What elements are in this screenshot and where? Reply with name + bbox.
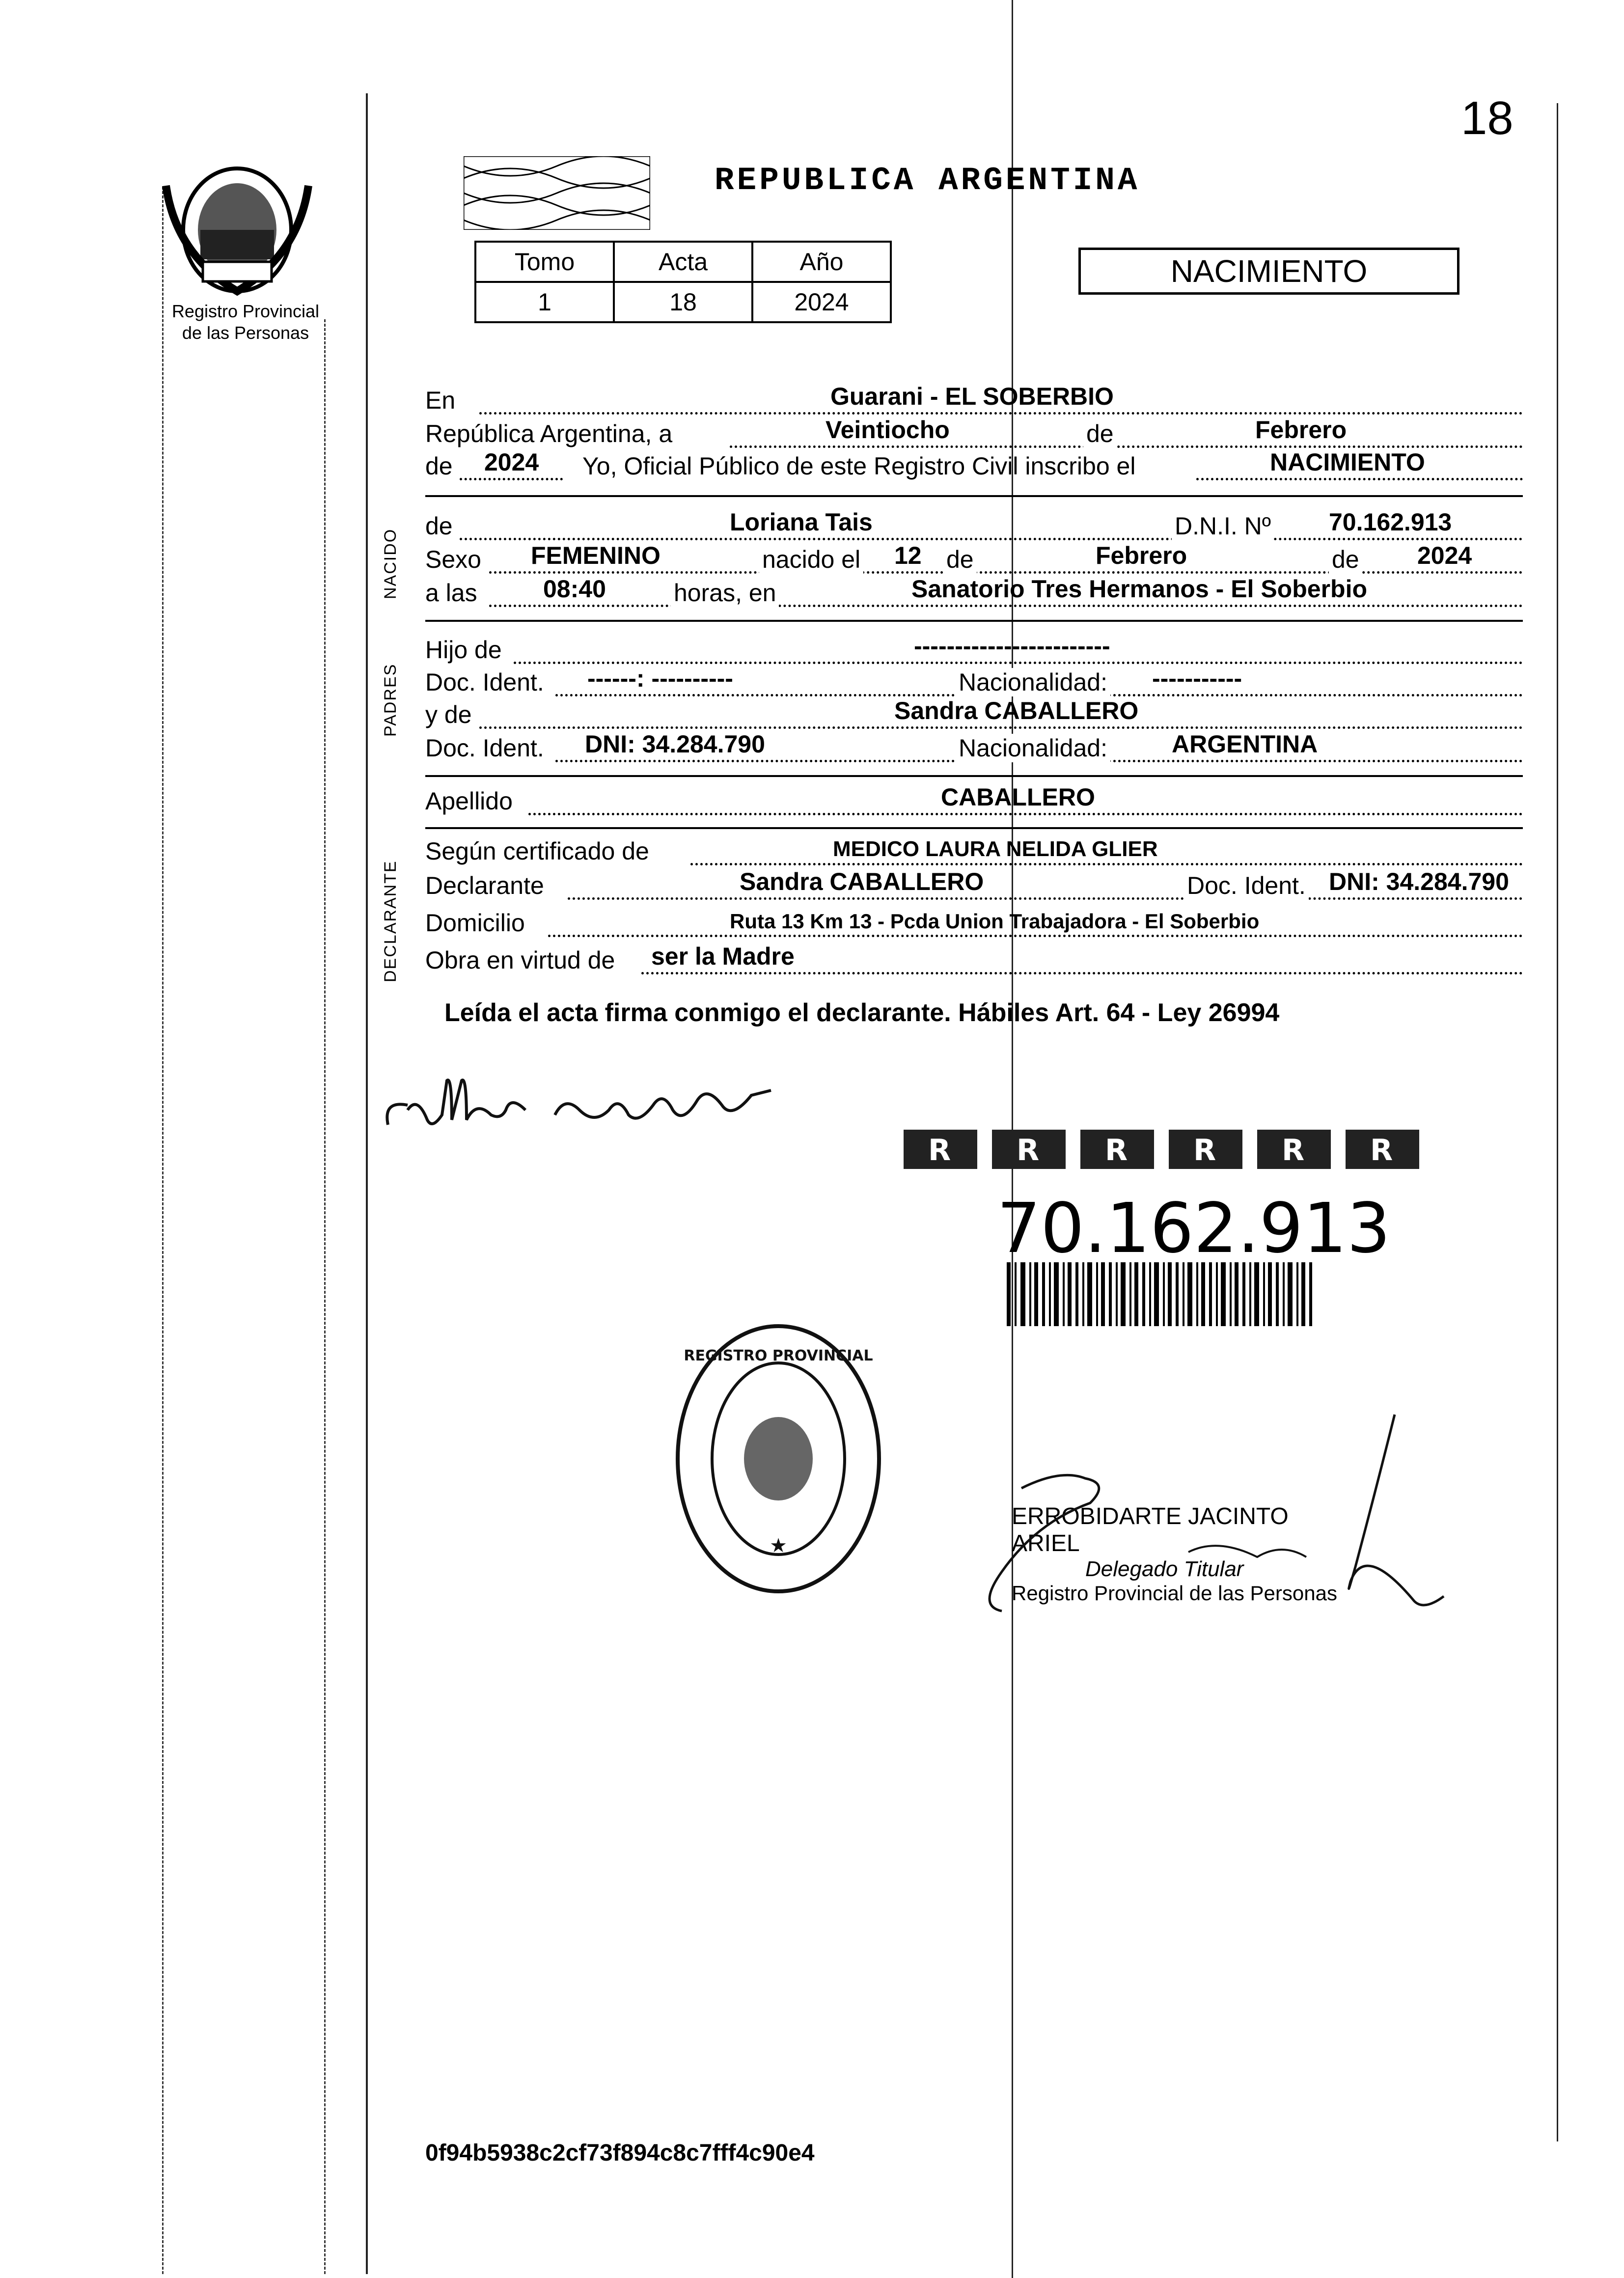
- section-rule: [425, 620, 1523, 622]
- value-time: 08:40: [543, 575, 606, 603]
- svg-text:R: R: [1017, 1133, 1040, 1167]
- table-header-ano: Año: [752, 242, 891, 282]
- value-father: ------------------------: [914, 632, 1110, 660]
- declarant-signature: [378, 1061, 850, 1142]
- label-de-name: de: [425, 512, 453, 540]
- value-apellido: CABALLERO: [941, 783, 1095, 811]
- value-domicilio: Ruta 13 Km 13 - Pcda Union Trabajadora - El Soberbio: [730, 910, 1260, 933]
- label-de-year: de: [425, 452, 453, 480]
- security-label: [884, 1115, 1483, 1346]
- value-month: Febrero: [1255, 416, 1347, 444]
- svg-text:R: R: [1105, 1133, 1128, 1167]
- value-declarante: Sandra CABALLERO: [740, 868, 984, 895]
- dots: [460, 538, 1523, 540]
- line-hora: [425, 575, 1523, 610]
- line-en: [425, 385, 1523, 417]
- page-number: 18: [1461, 92, 1514, 144]
- svg-text:R: R: [1193, 1133, 1216, 1167]
- act-type-box: NACIMIENTO: [1078, 248, 1459, 295]
- table-value-tomo: 1: [475, 282, 614, 322]
- label-horas: horas, en: [671, 579, 779, 607]
- table-value-ano: 2024: [752, 282, 891, 322]
- official-org: Registro Provincial de las Personas: [1012, 1582, 1337, 1605]
- document-hash: 0f94b5938c2cf73f894c8c7fff4c90e4: [425, 2140, 815, 2166]
- line-nacido-name: [425, 508, 1523, 543]
- registry-label-line1: Registro Provincial: [171, 301, 320, 321]
- line-domicilio: [425, 908, 1523, 940]
- value-mother-doc: DNI: 34.284.790: [585, 730, 765, 758]
- line-apellido: [425, 783, 1523, 818]
- line-mother: [425, 699, 1523, 732]
- svg-text:★: ★: [770, 1534, 787, 1557]
- table-header-tomo: Tomo: [475, 242, 614, 282]
- value-mother-nac: ARGENTINA: [1172, 730, 1318, 758]
- delegation-stamp: [673, 1321, 884, 1599]
- value-doc-decl: DNI: 34.284.790: [1329, 868, 1509, 895]
- label-nac-mother: Nacionalidad:: [956, 734, 1110, 762]
- label-doc-father: Doc. Ident.: [425, 668, 544, 696]
- line-declarante: [425, 870, 1523, 903]
- label-dni: D.N.I. Nº: [1172, 512, 1274, 540]
- value-record-type: NACIMIENTO: [1270, 448, 1425, 476]
- dots: [528, 813, 1523, 815]
- dots: [489, 571, 1523, 574]
- section-label-padres: PADRES: [381, 663, 400, 737]
- dots: [479, 412, 1523, 415]
- line-cert: [425, 836, 1523, 868]
- dots: [568, 897, 1523, 900]
- label-number: 70.162.913: [997, 1189, 1391, 1269]
- signature-icon: [378, 1061, 850, 1139]
- dots: [641, 972, 1523, 974]
- section-label-declarante: DECLARANTE: [381, 860, 400, 982]
- label-apellido: Apellido: [425, 787, 513, 815]
- label-republica: República Argentina, a: [425, 420, 673, 447]
- official-title: Delegado Titular: [1085, 1557, 1244, 1581]
- value-sexo: FEMENINO: [531, 542, 661, 569]
- value-cert: MEDICO LAURA NELIDA GLIER: [833, 837, 1158, 861]
- dots: [479, 726, 1523, 729]
- label-doc-decl: Doc. Ident.: [1184, 871, 1309, 900]
- official-text: Yo, Oficial Público de este Registro Civil inscribo el: [582, 452, 1136, 480]
- label-hijo: Hijo de: [425, 636, 502, 664]
- value-dni: 70.162.913: [1329, 508, 1452, 536]
- label-nacido-el: nacido el: [759, 545, 863, 574]
- label-yde: y de: [425, 701, 472, 728]
- label-nac-father: Nacionalidad:: [956, 668, 1110, 696]
- tomo-acta-ano-table: [474, 241, 892, 323]
- section-label-nacido: NACIDO: [381, 528, 400, 599]
- stamp-icon: [673, 1321, 884, 1596]
- label-en: En: [425, 387, 456, 414]
- country-heading: REPUBLICA ARGENTINA: [715, 162, 1140, 199]
- registry-label-line2: de las Personas: [182, 323, 309, 343]
- official-signature-icon: [963, 1395, 1503, 1670]
- label-alas: a las: [425, 579, 477, 607]
- registry-label: [147, 301, 344, 344]
- line-sexo: [425, 544, 1523, 577]
- label-de: de: [1083, 419, 1117, 448]
- value-father-doc: ------: ----------: [587, 665, 733, 692]
- label-de-3: de: [1329, 545, 1362, 574]
- value-birth-day: 12: [894, 542, 922, 569]
- left-dashed-margin-2: [324, 319, 326, 2274]
- guilloche-icon: [464, 156, 650, 230]
- line-father-doc: [425, 667, 1523, 699]
- value-place: Guarani - EL SOBERBIO: [830, 383, 1114, 410]
- security-pattern: [464, 156, 650, 230]
- value-name: Loriana Tais: [730, 508, 873, 536]
- line-official: [425, 448, 1523, 483]
- value-birth-year: 2024: [1417, 542, 1472, 569]
- svg-text:REGISTRO PROVINCIAL: REGISTRO PROVINCIAL: [684, 1347, 873, 1364]
- value-obra: ser la Madre: [651, 943, 795, 970]
- value-year: 2024: [484, 448, 539, 476]
- dots: [489, 605, 1523, 607]
- svg-text:R: R: [1282, 1133, 1305, 1167]
- value-mother: Sandra CABALLERO: [894, 697, 1139, 724]
- svg-text:R: R: [928, 1133, 951, 1167]
- line-obra: [425, 945, 1523, 977]
- province-seal: [156, 156, 318, 299]
- value-day-words: Veintiocho: [826, 416, 950, 444]
- value-birth-place: Sanatorio Tres Hermanos - El Soberbio: [911, 575, 1368, 603]
- dots: [548, 935, 1523, 937]
- value-father-nac: -----------: [1152, 665, 1242, 692]
- label-doc-mother: Doc. Ident.: [425, 734, 544, 762]
- line-hijo: [425, 632, 1523, 667]
- svg-text:R: R: [1370, 1133, 1393, 1167]
- left-dashed-margin: [162, 187, 164, 2274]
- section-rule: [425, 495, 1523, 497]
- seal-icon: [156, 156, 318, 299]
- label-cert: Según certificado de: [425, 837, 649, 865]
- official-name: ERROBIDARTE JACINTO ARIEL: [1012, 1503, 1289, 1556]
- label-declarante: Declarante: [425, 872, 544, 899]
- label-de-2: de: [943, 545, 977, 574]
- table-value-acta: 18: [614, 282, 752, 322]
- official-signature: [963, 1395, 1503, 1672]
- line-republica: [425, 418, 1523, 451]
- line-mother-doc: [425, 730, 1523, 765]
- right-vertical-rule: [1557, 103, 1558, 2141]
- closing-statement: Leída el acta firma conmigo el declarante. Hábiles Art. 64 - Ley 26994: [444, 999, 1280, 1027]
- dots: [690, 863, 1523, 865]
- label-domicilio: Domicilio: [425, 909, 525, 937]
- dots: [460, 478, 563, 480]
- left-vertical-rule: [366, 93, 368, 2274]
- label-sexo: Sexo: [425, 546, 481, 573]
- table-header-acta: Acta: [614, 242, 752, 282]
- value-birth-month: Febrero: [1096, 542, 1187, 569]
- section-rule: [425, 827, 1523, 829]
- label-obra: Obra en virtud de: [425, 946, 615, 974]
- section-rule: [425, 775, 1523, 777]
- dots: [1196, 478, 1523, 480]
